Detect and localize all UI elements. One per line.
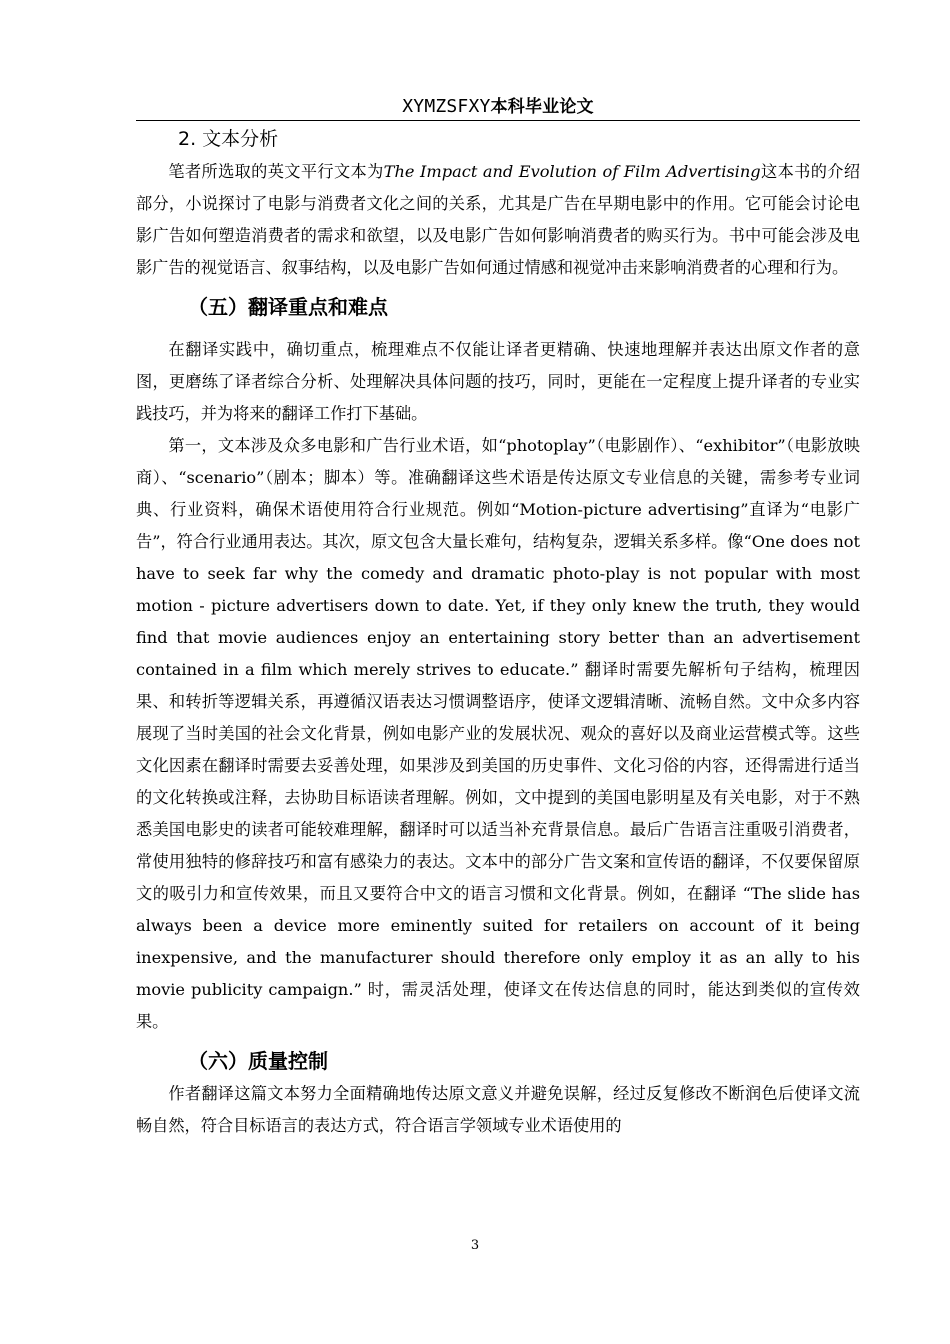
document-body xyxy=(136,122,860,1142)
header-thesis-label: 本科毕业论文 xyxy=(490,97,594,117)
running-header xyxy=(136,94,860,119)
paragraph-key-points-intro: 在翻译实践中，确切重点，梳理难点不仅能让译者更精确、快速地理解并表达出原文作者的意图，更磨练了译者综合分析、处理解决具体问题的技巧，同时，更能在一定程度上提升译者的专业实践技巧，并为将来的翻译工作打下基础。 xyxy=(136,340,860,423)
section-heading-key-points: （五）翻译重点和难点 xyxy=(188,295,388,319)
section-heading-quality-control: （六）质量控制 xyxy=(188,1049,328,1073)
paragraph-quality-control: 作者翻译这篇文本努力全面精确地传达原文意义并避免误解，经过反复修改不断润色后使译文流畅自然，符合目标语言的表达方式，符合语言学领域专业术语使用的 xyxy=(136,1084,860,1135)
spacer xyxy=(136,284,860,294)
paragraph-lead: 笔者所选取的英文平行文本为 xyxy=(168,162,384,181)
spacer xyxy=(136,1038,860,1048)
paragraph-text-analysis xyxy=(136,156,860,284)
book-title: The Impact and Evolution of Film Advertising xyxy=(383,162,761,181)
spacer xyxy=(136,320,860,334)
page-number: 3 xyxy=(470,1238,480,1253)
subsection-heading-text-analysis: 2. 文本分析 xyxy=(178,128,279,150)
paragraph-rest: 这本书的介绍部分，小说探讨了电影与消费者文化之间的关系，尤其是广告在早期电影中的作用。它可能会讨论电影广告如何塑造消费者的需求和欲望，以及电影广告如何影响消费者的购买行为。书中可能会涉及电影广告的视觉语言、叙事结构，以及电影广告如何通过情感和视觉冲击来影响消费者的心理和行为。 xyxy=(136,162,861,277)
header-rule xyxy=(136,120,860,121)
paragraph-key-points-detail: 第一，文本涉及众多电影和广告行业术语，如“photoplay”（电影剧作）、“exhibitor”（电影放映商）、“scenario”（剧本；脚本）等。准确翻译这些术语是传达原文专业信息的关键，需参考专业词典、行业资料，确保术语使用符合行业规范。例如“Motion-picture advertising”直译为“电影广告”，符合行业通用表达。其次，原文包含大量长难句，结构复杂，逻辑关系多样。像“One does not have to seek far why the comedy and dramatic photo-play is not popular with most motion - picture advertisers down to date. Yet, if they only knew the truth, they would find that movie audiences enjoy an entertaining story better than an advertisement contained in a film which merely strives to educate.” 翻译时需要先解析句子结构，梳理因果、和转折等逻辑关系，再遵循汉语表达习惯调整语序，使译文逻辑清晰、流畅自然。文中众多内容展现了当时美国的社会文化背景，例如电影产业的发展状况、观众的喜好以及商业运营模式等。这些文化因素在翻译时需要去妥善处理，如果涉及到美国的历史事件、文化习俗的内容，还得需进行适当的文化转换或注释，去协助目标语读者理解。例如，文中提到的美国电影明星及有关电影，对于不熟悉美国电影史的读者可能较难理解，翻译时可以适当补充背景信息。最后广告语言注重吸引消费者，常使用独特的修辞技巧和富有感染力的表达。文本中的部分广告文案和宣传语的翻译，不仅要保留原文的吸引力和宣传效果，而且又要符合中文的语言习惯和文化背景。例如，在翻译 “The slide has always been a device more eminently suited for retailers on account of it being inexpensive, and the manufacturer should therefore only employ it as an ally to his movie publicity campaign.” 时，需灵活处理，使译文在传达信息的同时，能达到类似的宣传效果。 xyxy=(136,436,860,1031)
header-school-code: XYMZSFXY xyxy=(402,96,491,117)
